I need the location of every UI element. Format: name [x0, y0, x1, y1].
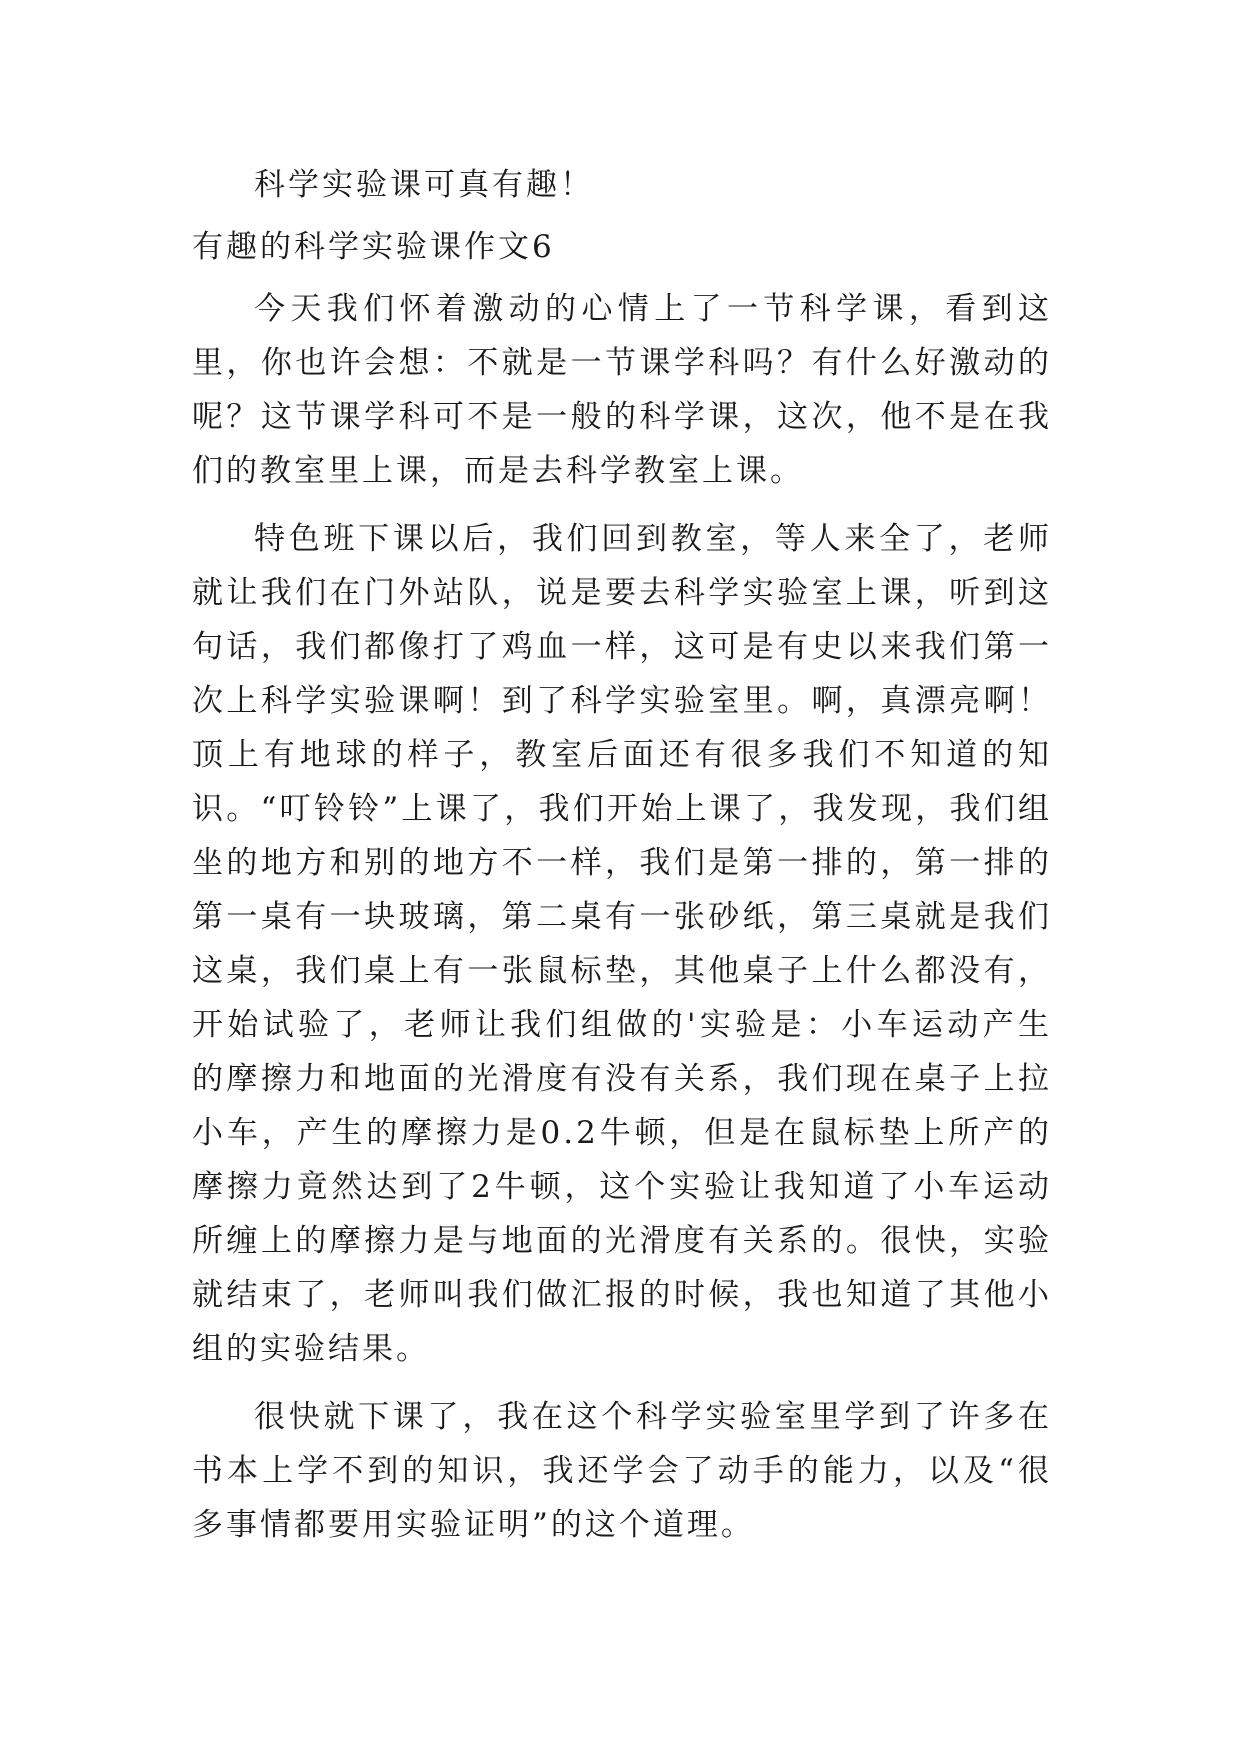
closing-line: 科学实验课可真有趣！: [254, 167, 594, 203]
paragraph-1: 今天我们怀着激动的心情上了一节科学课，看到这里，你也许会想：不就是一节课学科吗？有什么好激动的呢？这节课学科可不是一般的科学课，这次，他不是在我们的教室里上课，而是去科学教室上课。: [192, 291, 1052, 489]
paragraph-3: 很快就下课了，我在这个科学实验室里学到了许多在书本上学不到的知识，我还学会了动手的能力，以及“很多事情都要用实验证明”的这个道理。: [192, 1399, 1052, 1543]
document-body: [192, 158, 1052, 1552]
paragraph-2: 特色班下课以后，我们回到教室，等人来全了，老师就让我们在门外站队，说是要去科学实验室上课，听到这句话，我们都像打了鸡血一样，这可是有史以来我们第一次上科学实验课啊！到了科学实验室里。啊，真漂亮啊！顶上有地球的样子，教室后面还有很多我们不知道的知识。“叮铃铃”上课了，我们开始上课了，我发现，我们组坐的地方和别的地方不一样，我们是第一排的，第一排的第一桌有一块玻璃，第二桌有一张砂纸，第三桌就是我们这桌，我们桌上有一张鼠标垫，其他桌子上什么都没有，开始试验了，老师让我们组做的'实验是：小车运动产生的摩擦力和地面的光滑度有没有关系，我们现在桌子上拉小车，产生的摩擦力是0.2牛顿，但是在鼠标垫上所产的摩擦力竟然达到了2牛顿，这个实验让我知道了小车运动所缠上的摩擦力是与地面的光滑度有关系的。很快，实验就结束了，老师叫我们做汇报的时候，我也知道了其他小组的实验结果。: [192, 521, 1052, 1367]
essay-title: 有趣的科学实验课作文6: [192, 229, 555, 265]
